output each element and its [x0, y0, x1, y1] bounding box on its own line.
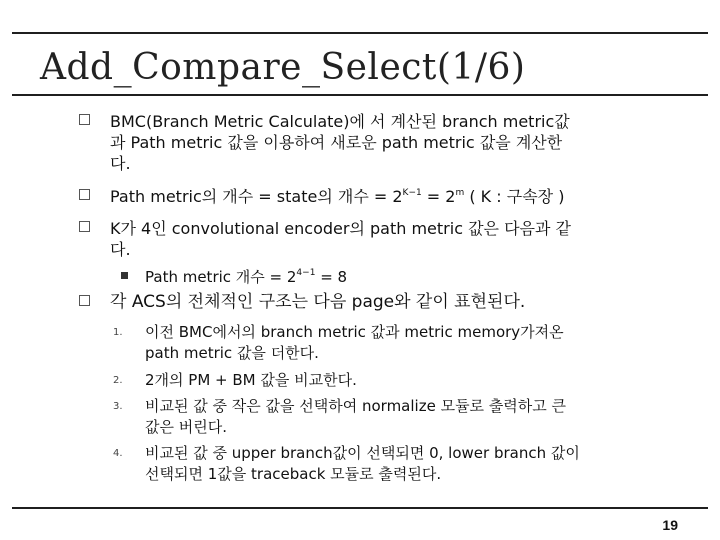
bullet-line — [145, 267, 347, 288]
bullet-text: ( K : 구속장 ) — [464, 187, 565, 206]
exponent: K−1 — [402, 188, 422, 198]
bullet-line: BMC(Branch Metric Calculate)에 서 계산된 branch metric값 — [110, 112, 570, 131]
item-number: 3. — [113, 401, 123, 412]
item-line: 비교된 값 중 작은 값을 선택하여 normalize 모듈로 출력하고 큰 — [145, 397, 567, 415]
sub-bullet-path-metric-count — [145, 267, 347, 288]
numbered-item-2 — [113, 370, 357, 391]
slide-title: Add_Compare_Select(1/6) — [40, 47, 526, 88]
bullet-line: 다. — [110, 154, 131, 173]
item-line: 이전 BMC에서의 branch metric 값과 metric memory가져온 — [145, 323, 564, 341]
hollow-square-bullet-icon — [79, 189, 90, 200]
bullet-line: K가 4인 convolutional encoder의 path metric 값은 다음과 같 — [110, 219, 571, 238]
hollow-square-bullet-icon — [79, 114, 90, 125]
item-line: 2개의 PM + BM 값을 비교한다. — [145, 371, 357, 389]
title-rule — [12, 94, 708, 96]
bullet-text: Path metric 개수 = 2 — [145, 268, 297, 286]
top-rule — [12, 32, 708, 34]
item-number: 2. — [113, 375, 123, 386]
bullet-line: 과 Path metric 값을 이용하여 새로운 path metric 값을 계산한 — [110, 133, 563, 152]
bullet-path-metric-count — [110, 186, 564, 207]
exponent: m — [455, 188, 465, 198]
bullet-text: = 2 — [421, 187, 456, 206]
bottom-rule — [12, 507, 708, 509]
bullet-text: Path metric의 개수 = state의 개수 = 2 — [110, 187, 403, 206]
bullet-acs-structure — [110, 292, 525, 313]
bullet-k4-encoder — [110, 218, 571, 260]
bullet-line — [110, 186, 564, 207]
bullet-line: 각 ACS의 전체적인 구조는 다음 page와 같이 표현된다. — [110, 292, 526, 312]
item-number: 4. — [113, 448, 123, 459]
bullet-bmc — [110, 111, 570, 174]
hollow-square-bullet-icon — [79, 295, 90, 306]
item-line: 선택되면 1값을 traceback 모듈로 출력된다. — [145, 465, 442, 483]
item-line: 값은 버린다. — [145, 418, 227, 436]
hollow-square-bullet-icon — [79, 221, 90, 232]
numbered-item-4 — [113, 443, 580, 485]
exponent: 4−1 — [296, 268, 316, 278]
numbered-item-1 — [113, 322, 564, 364]
item-number: 1. — [113, 327, 123, 338]
item-line: path metric 값을 더한다. — [145, 344, 319, 362]
numbered-item-3 — [113, 396, 567, 438]
page-number: 19 — [662, 517, 678, 533]
bullet-text: = 8 — [315, 268, 348, 286]
item-line: 비교된 값 중 upper branch값이 선택되면 0, lower branch 값이 — [145, 444, 580, 462]
filled-square-bullet-icon — [121, 272, 128, 279]
bullet-line: 다. — [110, 240, 131, 259]
